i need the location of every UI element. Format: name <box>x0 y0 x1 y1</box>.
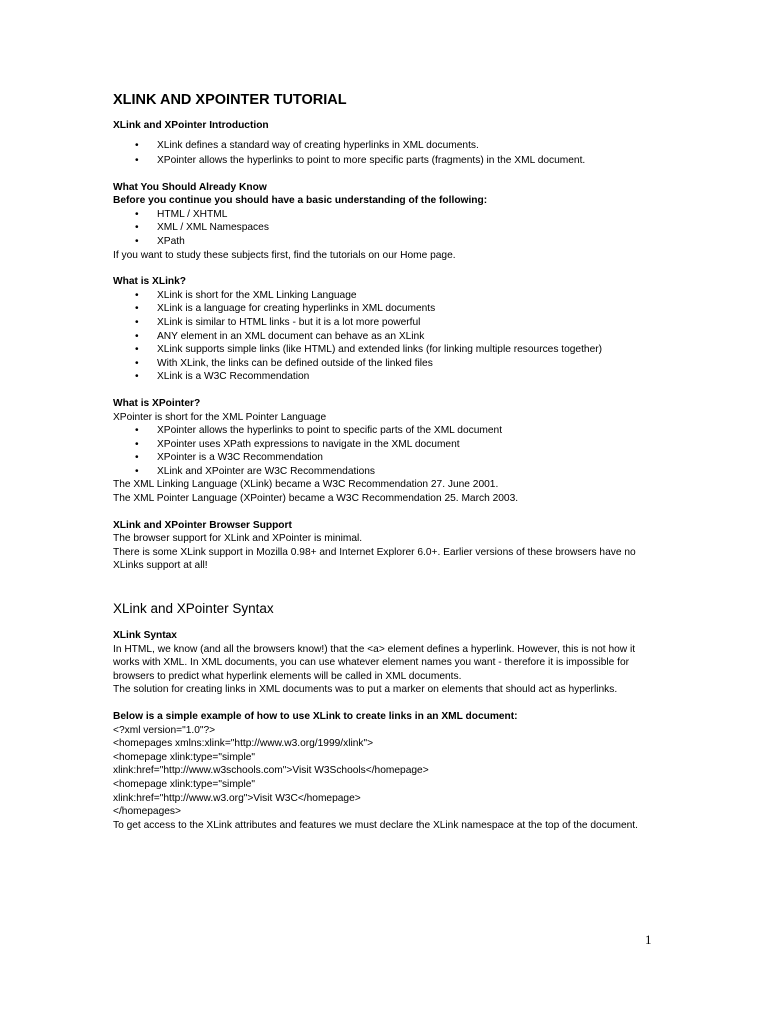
list-item: • ANY element in an XML document can behave as an XLink <box>135 330 425 342</box>
bullet-icon: • <box>135 452 139 464</box>
intro-heading: XLink and XPointer Introduction <box>113 120 269 131</box>
xlink-recommendation-date: The XML Linking Language (XLink) became a W3C Recommendation 27. June 2001. <box>113 479 499 491</box>
xpointer-lead: XPointer is short for the XML Pointer Language <box>113 411 327 423</box>
bullet-icon: • <box>135 344 139 356</box>
list-item: • XPointer is a W3C Recommendation <box>135 452 323 464</box>
xpointer-recommendation-date: The XML Pointer Language (XPointer) became a W3C Recommendation 25. March 2003. <box>113 493 519 505</box>
bullet-icon: • <box>135 208 139 220</box>
support-line: The browser support for XLink and XPointer is minimal. <box>113 533 363 545</box>
syntax-heading: XLink Syntax <box>113 630 177 642</box>
namespace-note: To get access to the XLink attributes and features we must declare the XLink namespace at the top of the document. <box>113 819 638 831</box>
list-item: • XPointer uses XPath expressions to navigate in the XML document <box>135 438 460 450</box>
xlink-heading: What is XLink? <box>113 276 187 288</box>
bullet-icon: • <box>135 303 139 315</box>
syntax-paragraph: In HTML, we know (and all the browsers know!) that the <a> element defines a hyperlink. However, this is not how it works with XML. In XML documents, you can use whatever element names you want - therefore it is impossible for browsers to predict what hyperlink elements will be called in XML documents. <box>113 643 636 682</box>
example-heading: Below is a simple example of how to use XLink to create links in an XML document: <box>113 711 518 722</box>
bullet-icon: • <box>135 289 139 301</box>
bullet-icon: • <box>135 235 139 247</box>
code-line: xlink:href="http://www.w3.org">Visit W3C</homepage> <box>113 792 361 804</box>
list-item: • XLink is similar to HTML links - but it is a lot more powerful <box>135 316 421 328</box>
bullet-icon: • <box>135 465 139 477</box>
list-item: • XLink supports simple links (like HTML) and extended links (for linking multiple resources together) <box>135 344 603 356</box>
xlink-list <box>113 289 658 384</box>
code-line: <?xml version="1.0"?> <box>113 724 216 736</box>
list-item: • XPointer allows the hyperlinks to point to specific parts of the XML document <box>135 425 503 437</box>
list-item: • With XLink, the links can be defined outside of the linked files <box>135 357 433 369</box>
bullet-icon: • <box>135 371 139 383</box>
list-item: • XLink is short for the XML Linking Language <box>135 289 357 301</box>
prereq-lead: Before you continue you should have a basic understanding of the following: <box>113 195 488 207</box>
list-item: • HTML / XHTML <box>135 208 228 220</box>
support-line: There is some XLink support in Mozilla 0.98+ and Internet Explorer 6.0+. Earlier versions of these browsers have no XLinks support at all! <box>113 546 636 572</box>
bullet-icon: • <box>135 330 139 342</box>
syntax-paragraph: The solution for creating links in XML documents was to put a marker on elements that should act as hyperlinks. <box>113 684 618 696</box>
bullet-icon: • <box>135 222 139 234</box>
xpointer-list <box>113 424 658 478</box>
code-example <box>113 724 658 819</box>
code-line: </homepages> <box>113 806 181 818</box>
document-title: XLINK AND XPOINTER TUTORIAL <box>113 92 347 108</box>
syntax-title: XLink and XPointer Syntax <box>113 601 274 617</box>
code-line: <homepages xmlns:xlink="http://www.w3.org/1999/xlink"> <box>113 738 374 750</box>
bullet-icon: • <box>135 357 139 369</box>
bullet-icon: • <box>135 139 139 151</box>
prereq-note: If you want to study these subjects first, find the tutorials on our Home page. <box>113 249 456 261</box>
code-line: xlink:href="http://www.w3schools.com">Visit W3Schools</homepage> <box>113 765 429 777</box>
document-body <box>113 90 658 832</box>
xpointer-heading: What is XPointer? <box>113 397 201 409</box>
bullet-icon: • <box>135 316 139 328</box>
list-item: • XML / XML Namespaces <box>135 222 269 234</box>
page-number: 1 <box>645 932 652 947</box>
list-item: • XPath <box>135 235 185 247</box>
bullet-icon: • <box>135 425 139 437</box>
list-item: • XLink is a W3C Recommendation <box>135 371 310 383</box>
prereq-list <box>113 208 658 249</box>
list-item: • XLink defines a standard way of creating hyperlinks in XML documents. <box>135 139 479 151</box>
bullet-icon: • <box>135 438 139 450</box>
list-item: • XPointer allows the hyperlinks to point to more specific parts (fragments) in the XML document. <box>135 154 586 166</box>
support-heading: XLink and XPointer Browser Support <box>113 519 292 531</box>
intro-list <box>113 138 658 168</box>
bullet-icon: • <box>135 154 139 166</box>
list-item: • XLink is a language for creating hyperlinks in XML documents <box>135 303 436 315</box>
list-item: • XLink and XPointer are W3C Recommendations <box>135 465 376 477</box>
code-line: <homepage xlink:type="simple" <box>113 751 256 763</box>
prereq-heading: What You Should Already Know <box>113 181 267 193</box>
code-line: <homepage xlink:type="simple" <box>113 778 256 790</box>
